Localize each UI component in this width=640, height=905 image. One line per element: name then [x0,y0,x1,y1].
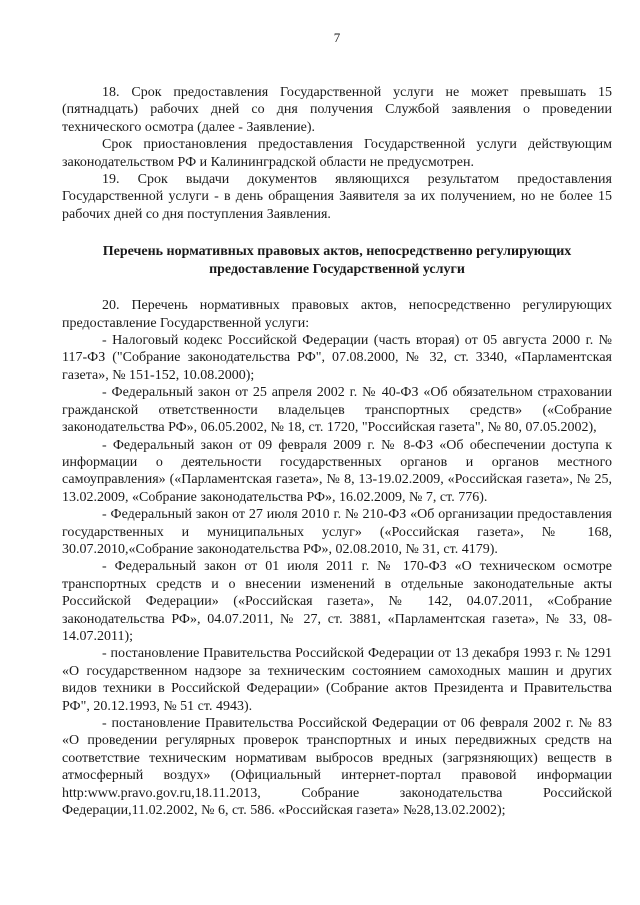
list-item-resolution-1291: - постановление Правительства Российской Федерации от 13 декабря 1993 г. № 1291 «О государственном надзоре за техническим состоянием самоходных машин и других видов техники в Российской Федерации» (Собрание актов Президента и Правительства РФ", 20.12.1993, № 51 ст. 4943). [62,646,612,714]
paragraph-20: 20. Перечень нормативных правовых актов, непосредственно регулирующих предоставление Государственной услуги: [62,298,612,331]
section-heading-line-2: предоставление Государственной услуги [209,262,465,278]
paragraph-19: 19. Срок выдачи документов являющихся результатом предоставления Государственной услуги - в день обращения Заявителя за их получением, но не более 15 рабочих дней со дня поступления Заявления. [62,172,612,222]
list-item-law-8fz: - Федеральный закон от 09 февраля 2009 г. № 8-ФЗ «Об обеспечении доступа к информации о деятельности государственных органов и органов местного самоуправления» («Парламентская газета», № 8, 13-19.02.2009, «Российская газета», № 25, 13.02.2009, «Собрание законодательства РФ», 16.02.2009, № 7, ст. 776). [62,437,612,505]
list-item-law-170fz: - Федеральный закон от 01 июля 2011 г. № 170-ФЗ «О техническом осмотре транспортных средств и о внесении изменений в отдельные законодательные акты Российской Федерации» («Российская газета», № 142, 04.07.2011, «Собрание законодательства РФ», 04.07.2011, № 27, ст. 3881, «Парламентская газета», № 33, 08-14.07.2011); [62,559,612,644]
section-heading-line-1: Перечень нормативных правовых актов, непосредственно регулирующих [102,244,572,260]
paragraph-18: 18. Срок предоставления Государственной услуги не может превышать 15 (пятнадцать) рабочих дней со дня получения Службой заявления о проведении технического осмотра (далее - Заявление). [62,85,612,135]
section-heading [62,243,612,279]
list-item-law-210fz: - Федеральный закон от 27 июля 2010 г. № 210-ФЗ «Об организации предоставления государственных и муниципальных услуг» («Российская газета», № 168, 30.07.2010,«Собрание законодательства РФ», 02.08.2010, № 31, ст. 4179). [62,507,612,557]
list-item-resolution-83: - постановление Правительства Российской Федерации от 06 февраля 2002 г. № 83 «О проведении регулярных проверок транспортных и иных передвижных средств на соответствие техническим нормативам выбросов вредных (загрязняющих) веществ в атмосферный воздух» (Официальный интернет-портал правовой информации http:www.pravo.gov.ru,18.11.2013, Собрание законодательства Российской Федерации,11.02.2002, № 6, ст. 586. «Российская газета» №28,13.02.2002); [62,716,612,819]
page-number: 7 [333,30,341,45]
list-item-law-40fz: - Федеральный закон от 25 апреля 2002 г. № 40-ФЗ «Об обязательном страховании гражданской ответственности владельцев транспортных средств» («Собрание законодательства РФ», 06.05.2002, № 18, ст. 1720, "Российская газета", № 80, 07.05.2002), [62,385,612,436]
paragraph-suspension: Срок приостановления предоставления Государственной услуги действующим законодательством РФ и Калининградской области не предусмотрен. [62,137,612,170]
list-item-tax-code: - Налоговый кодекс Российской Федерации (часть вторая) от 05 августа 2000 г. № 117-ФЗ ("Собрание законодательства РФ", 07.08.2000, № 32, ст. 3340, «Парламентская газета», № 151-152, 10.08.2000); [62,333,612,383]
